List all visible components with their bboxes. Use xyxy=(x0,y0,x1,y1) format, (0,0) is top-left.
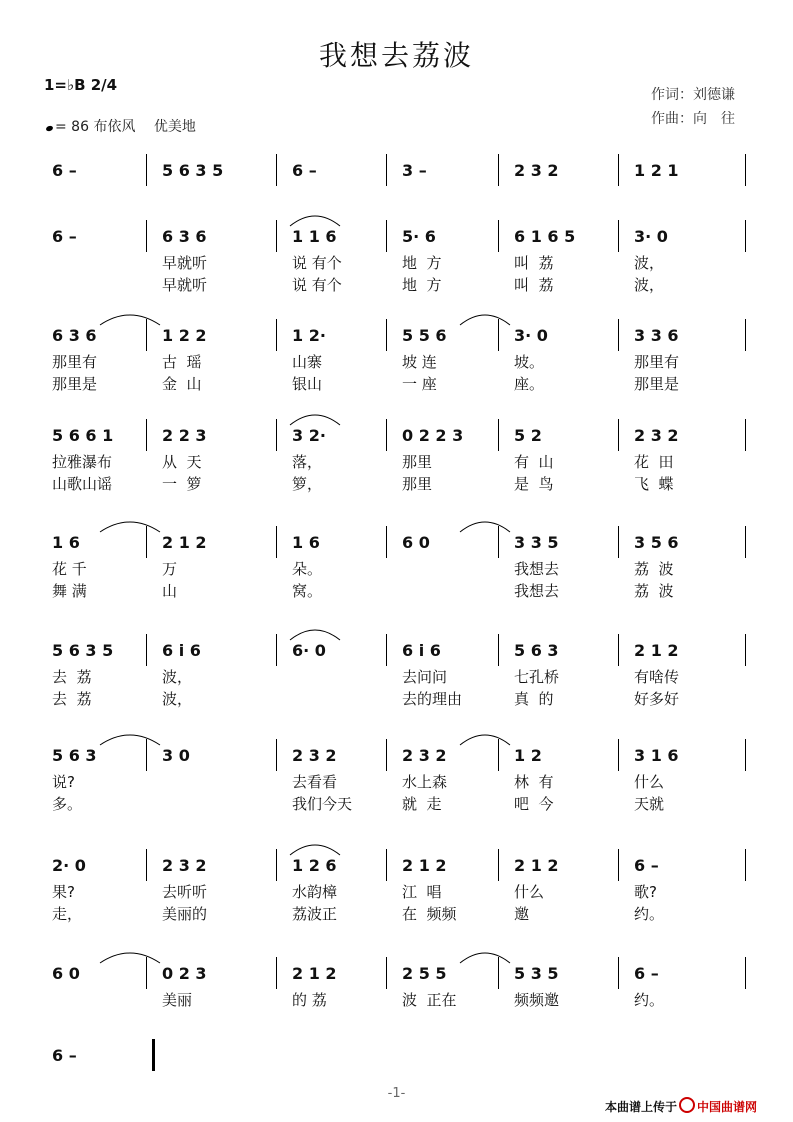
slur-arcs xyxy=(40,299,752,329)
lyric-text: 去 荔 xyxy=(52,668,92,686)
slur-arcs xyxy=(40,614,752,644)
lyric-text: 邀 xyxy=(514,905,530,923)
lyric-text: 去的理由 xyxy=(402,690,463,708)
score-system xyxy=(40,425,752,495)
lyric-text: 歌? xyxy=(634,883,657,901)
quarter-note-icon xyxy=(45,125,53,132)
score-system xyxy=(40,532,752,602)
lyric-text: 天就 xyxy=(634,795,665,813)
lyric-text: 什么 xyxy=(514,883,545,901)
measure-notes: 1 2· xyxy=(292,326,326,345)
lyric-text: 舞 满 xyxy=(52,582,87,600)
lyric-text: 有 山 xyxy=(514,453,554,471)
measure-notes: 5· 6 xyxy=(402,227,436,246)
notes-row xyxy=(40,532,752,558)
lyric-text: 是 鸟 xyxy=(514,475,554,493)
lyric-text: 说 有个 xyxy=(292,254,342,272)
lyrics-row xyxy=(40,580,752,602)
lyricist-credit: 作词：刘德谦 xyxy=(651,87,735,103)
lyric-text: 叫 荔 xyxy=(514,254,554,272)
lyric-text: 那里有 xyxy=(634,353,680,371)
measure-notes: 3· 0 xyxy=(634,227,668,246)
lyric-text: 多。 xyxy=(52,795,83,813)
measure-notes: 2 5 5 xyxy=(402,964,447,983)
bar-line xyxy=(618,154,619,186)
lyrics-row xyxy=(40,903,752,925)
measure-notes: 1 6 xyxy=(292,533,320,552)
measure-notes: 5 2 xyxy=(514,426,542,445)
lyric-text: 坡 连 xyxy=(402,353,437,371)
measure-notes: 3 0 xyxy=(162,746,190,765)
measure-notes: 1 2 1 xyxy=(634,161,679,180)
lyric-text: 约。 xyxy=(634,991,665,1009)
notes-row xyxy=(40,640,752,666)
bar-line xyxy=(498,154,499,186)
lyrics-row xyxy=(40,771,752,793)
lyric-text: 坡。 xyxy=(514,353,545,371)
lyric-text: 山 xyxy=(162,582,178,600)
page-number: -1- xyxy=(387,1086,406,1101)
score-system xyxy=(40,226,752,296)
lyric-text: 林 有 xyxy=(514,773,554,791)
lyric-text: 走， xyxy=(52,905,83,923)
measure-notes: 5 5 6 xyxy=(402,326,447,345)
lyric-text: 座。 xyxy=(514,375,545,393)
lyric-text: 波 正在 xyxy=(402,991,457,1009)
score-system xyxy=(40,855,752,925)
lyric-text: 江 唱 xyxy=(402,883,442,901)
lyric-text: 拉雅瀑布 xyxy=(52,453,113,471)
slur-arcs xyxy=(40,829,752,859)
lyric-text: 落， xyxy=(292,453,323,471)
lyric-text: 去看看 xyxy=(292,773,338,791)
lyric-text: 一 箩 xyxy=(162,475,202,493)
lyric-text: 真 的 xyxy=(514,690,554,708)
lyric-text: 果? xyxy=(52,883,75,901)
slur xyxy=(460,953,510,963)
slur xyxy=(100,315,160,325)
lyric-text: 山寨 xyxy=(292,353,323,371)
score-system xyxy=(40,325,752,395)
notes-row xyxy=(40,745,752,771)
lyrics-row xyxy=(40,989,752,1011)
measure-notes: 2 1 2 xyxy=(162,533,207,552)
lyric-text: 美丽的 xyxy=(162,905,208,923)
lyric-text: 什么 xyxy=(634,773,665,791)
measure-notes: 5 6 3 5 xyxy=(162,161,224,180)
lyric-text: 银山 xyxy=(292,375,323,393)
slur xyxy=(290,415,340,425)
lyric-text: 波， xyxy=(162,668,193,686)
lyric-text: 从 天 xyxy=(162,453,202,471)
measure-notes: 3 3 6 xyxy=(634,326,679,345)
lyric-text: 的 荔 xyxy=(292,991,327,1009)
lyric-text: 叫 荔 xyxy=(514,276,554,294)
measure-notes: 2 1 2 xyxy=(292,964,337,983)
bar-line xyxy=(745,154,746,186)
measure-notes: 3 5 6 xyxy=(634,533,679,552)
lyric-text: 水韵樟 xyxy=(292,883,338,901)
notes-row xyxy=(40,855,752,881)
bar-line xyxy=(276,154,277,186)
lyric-text: 波， xyxy=(162,690,193,708)
lyrics-row xyxy=(40,373,752,395)
score-system xyxy=(40,745,752,815)
lyric-text: 那里 xyxy=(402,475,433,493)
measure-notes: 6 – xyxy=(52,227,77,246)
lyrics-row xyxy=(40,558,752,580)
lyric-text: 一 座 xyxy=(402,375,437,393)
lyric-text: 去问问 xyxy=(402,668,448,686)
measure-notes: 0 2 3 xyxy=(162,964,207,983)
lyric-text: 那里 xyxy=(402,453,433,471)
slur xyxy=(100,953,160,963)
notes-row xyxy=(40,325,752,351)
lyric-text: 说? xyxy=(52,773,75,791)
lyric-text: 古 瑶 xyxy=(162,353,202,371)
measure-notes: 5 3 5 xyxy=(514,964,559,983)
bar-line xyxy=(386,154,387,186)
slur xyxy=(100,735,160,745)
measure-notes: 2 3 2 xyxy=(162,856,207,875)
lyric-text: 万 xyxy=(162,560,178,578)
measure-notes: 2 3 2 xyxy=(634,426,679,445)
lyric-text: 荔 波 xyxy=(634,582,674,600)
lyric-text: 花 田 xyxy=(634,453,674,471)
lyric-text: 约。 xyxy=(634,905,665,923)
lyric-text: 美丽 xyxy=(162,991,193,1009)
lyric-text: 波， xyxy=(634,254,665,272)
measure-notes: 2· 0 xyxy=(52,856,86,875)
measure-notes: 6 3 6 xyxy=(52,326,97,345)
measure-notes: 3 1 6 xyxy=(634,746,679,765)
measure-notes: 6 i 6 xyxy=(402,641,441,660)
measure-notes: 2 3 2 xyxy=(292,746,337,765)
lyric-text: 波， xyxy=(634,276,665,294)
measure-notes: 6· 0 xyxy=(292,641,326,660)
measure-notes: 6 – xyxy=(634,856,659,875)
measure-notes: 0 2 2 3 xyxy=(402,426,464,445)
bar-line xyxy=(152,1039,155,1071)
lyric-text: 七孔桥 xyxy=(514,668,560,686)
measure-notes: 5 6 3 5 xyxy=(52,641,114,660)
slur-arcs xyxy=(40,937,752,967)
lyric-text: 在 频频 xyxy=(402,905,457,923)
lyric-text: 花 千 xyxy=(52,560,87,578)
measure-notes: 6 1 6 5 xyxy=(514,227,576,246)
lyric-text: 早就听 xyxy=(162,254,208,272)
score-system xyxy=(40,160,752,186)
lyric-text: 我们今天 xyxy=(292,795,353,813)
lyric-text: 荔 波 xyxy=(634,560,674,578)
lyric-text: 频频邀 xyxy=(514,991,560,1009)
measure-notes: 6 – xyxy=(292,161,317,180)
slur xyxy=(460,735,510,745)
lyric-text: 地 方 xyxy=(402,254,442,272)
bar-line xyxy=(146,154,147,186)
measure-notes: 2 1 2 xyxy=(514,856,559,875)
measure-notes: 3 3 5 xyxy=(514,533,559,552)
lyric-text: 荔波正 xyxy=(292,905,338,923)
lyrics-row xyxy=(40,274,752,296)
lyrics-row xyxy=(40,451,752,473)
notes-row xyxy=(40,963,752,989)
footer-credit: 本曲谱上传于 中国曲谱网 xyxy=(605,1097,757,1115)
measure-notes: 6 – xyxy=(52,161,77,180)
page-title: 我想去荔波 xyxy=(318,39,474,72)
measure-notes: 3 2· xyxy=(292,426,326,445)
lyric-text: 就 走 xyxy=(402,795,442,813)
slur-arcs xyxy=(40,200,752,230)
measure-notes: 6 – xyxy=(634,964,659,983)
lyric-text: 去 荔 xyxy=(52,690,92,708)
measure-notes: 5 6 6 1 xyxy=(52,426,114,445)
slur xyxy=(290,630,340,640)
lyric-text: 那里是 xyxy=(52,375,98,393)
measure-notes: 5 6 3 xyxy=(52,746,97,765)
measure-notes: 2 2 3 xyxy=(162,426,207,445)
lyric-text: 地 方 xyxy=(402,276,442,294)
measure-notes: 6 0 xyxy=(402,533,430,552)
notes-row xyxy=(40,425,752,451)
measure-notes: 1 2 xyxy=(514,746,542,765)
composer-credit: 作曲：向 往 xyxy=(651,111,735,127)
lyrics-row xyxy=(40,473,752,495)
lyric-text: 我想去 xyxy=(514,560,560,578)
slur-arcs xyxy=(40,719,752,749)
measure-notes: 1 1 6 xyxy=(292,227,337,246)
measure-notes: 6 3 6 xyxy=(162,227,207,246)
lyric-text: 那里有 xyxy=(52,353,98,371)
slur xyxy=(100,522,160,532)
slur xyxy=(460,522,510,532)
measure-notes: 1 2 2 xyxy=(162,326,207,345)
measure-notes: 1 6 xyxy=(52,533,80,552)
lyric-text: 那里是 xyxy=(634,375,680,393)
lyric-text: 说 有个 xyxy=(292,276,342,294)
lyric-text: 金 山 xyxy=(162,375,202,393)
measure-notes: 6 0 xyxy=(52,964,80,983)
lyric-text: 朵。 xyxy=(292,560,323,578)
slur xyxy=(460,315,510,325)
lyric-text: 有啥传 xyxy=(634,668,680,686)
lyric-text: 好多好 xyxy=(634,690,680,708)
measure-notes: 5 6 3 xyxy=(514,641,559,660)
lyric-text: 箩， xyxy=(292,475,323,493)
slur-arcs xyxy=(40,399,752,429)
lyric-text: 山歌山谣 xyxy=(52,475,113,493)
lyric-text: 飞 蝶 xyxy=(634,475,674,493)
score-system xyxy=(40,963,752,1011)
measure-notes: 6 – xyxy=(52,1046,77,1065)
lyric-text: 早就听 xyxy=(162,276,208,294)
lyrics-row xyxy=(40,252,752,274)
lyrics-row xyxy=(40,881,752,903)
lyric-text: 窝。 xyxy=(292,582,323,600)
slur-arcs xyxy=(40,506,752,536)
measure-notes: 3· 0 xyxy=(514,326,548,345)
lyrics-row xyxy=(40,666,752,688)
slur xyxy=(290,845,340,855)
lyrics-row xyxy=(40,688,752,710)
slur xyxy=(290,216,340,226)
measure-notes: 3 – xyxy=(402,161,427,180)
score-system xyxy=(40,640,752,710)
measure-notes: 6 i 6 xyxy=(162,641,201,660)
notes-row xyxy=(40,1045,752,1071)
lyric-text: 去听听 xyxy=(162,883,208,901)
lyric-text: 水上森 xyxy=(402,773,448,791)
tempo-marking: = 86 布依风 优美地 xyxy=(46,116,196,136)
measure-notes: 2 3 2 xyxy=(514,161,559,180)
lyrics-row xyxy=(40,351,752,373)
measure-notes: 2 1 2 xyxy=(402,856,447,875)
measure-notes: 2 3 2 xyxy=(402,746,447,765)
measure-notes: 2 1 2 xyxy=(634,641,679,660)
lyric-text: 吧 今 xyxy=(514,795,554,813)
notes-row xyxy=(40,226,752,252)
site-logo-icon xyxy=(679,1097,695,1113)
key-signature: 1=♭B 2/4 xyxy=(44,76,118,94)
score-system xyxy=(40,1045,752,1071)
measure-notes: 1 2 6 xyxy=(292,856,337,875)
notes-row xyxy=(40,160,752,186)
lyric-text: 我想去 xyxy=(514,582,560,600)
lyrics-row xyxy=(40,793,752,815)
